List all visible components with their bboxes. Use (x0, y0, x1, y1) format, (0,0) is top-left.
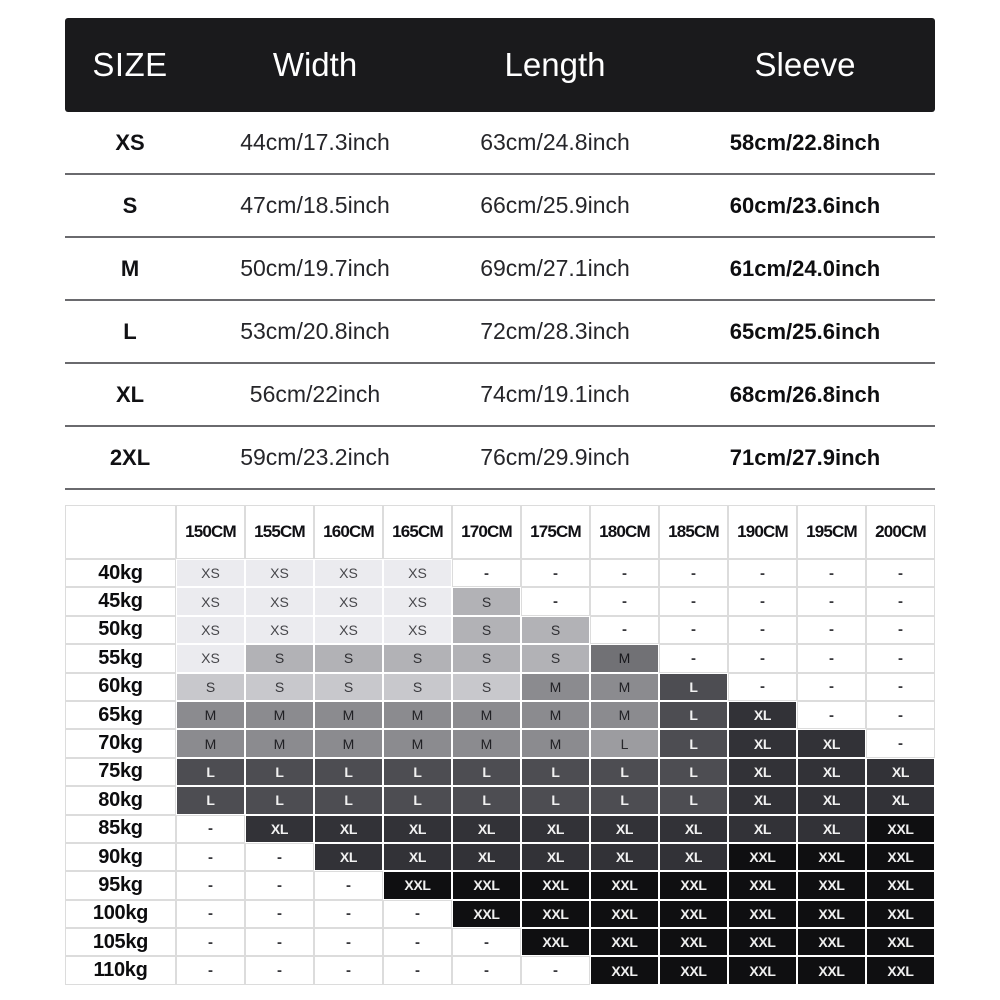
fit-cell: M (521, 729, 590, 757)
fit-cell: XL (728, 786, 797, 814)
weight-label-cell: 75kg (65, 758, 176, 786)
fit-cell: XS (314, 559, 383, 587)
fit-cell: M (176, 701, 245, 729)
weight-label-cell: 70kg (65, 729, 176, 757)
fit-cell: XL (797, 758, 866, 786)
fit-cell: - (245, 843, 314, 871)
size-table-row (65, 238, 935, 301)
fit-cell: - (314, 928, 383, 956)
width-column-header: Width (272, 46, 358, 83)
fit-cell: XL (314, 843, 383, 871)
fit-cell: XL (521, 815, 590, 843)
fit-cell: S (245, 673, 314, 701)
fit-cell: XXL (728, 956, 797, 984)
fit-cell: S (383, 673, 452, 701)
fit-cell: - (797, 673, 866, 701)
fit-cell: - (383, 900, 452, 928)
height-header-cell: 150CM (176, 505, 245, 559)
fit-cell: XXL (521, 900, 590, 928)
fit-cell: L (590, 729, 659, 757)
fit-cell: S (452, 616, 521, 644)
fit-cell: L (590, 758, 659, 786)
fit-cell: XS (383, 616, 452, 644)
length-cell: 69cm/27.1inch (480, 255, 630, 281)
fit-cell: XL (590, 843, 659, 871)
sleeve-column-header: Sleeve (754, 46, 856, 83)
fit-cell: - (866, 644, 935, 672)
fit-cell: - (314, 900, 383, 928)
fit-cell: - (245, 871, 314, 899)
fit-cell: XL (659, 815, 728, 843)
size-cell: L (123, 318, 137, 344)
fit-cell: XXL (797, 956, 866, 984)
width-cell: 59cm/23.2inch (240, 444, 390, 470)
length-cell: 74cm/19.1inch (480, 381, 630, 407)
fit-cell: - (728, 587, 797, 615)
fit-cell: M (452, 701, 521, 729)
fit-cell: XXL (590, 900, 659, 928)
weight-label-cell: 40kg (65, 559, 176, 587)
fit-cell: - (797, 587, 866, 615)
fit-cell: - (452, 559, 521, 587)
fit-cell: XL (797, 786, 866, 814)
fit-cell: XL (728, 815, 797, 843)
fit-cell: XL (866, 758, 935, 786)
fit-cell: - (590, 587, 659, 615)
fit-cell: XS (314, 587, 383, 615)
fit-cell: - (866, 729, 935, 757)
fit-cell: L (452, 758, 521, 786)
weight-label-cell: 85kg (65, 815, 176, 843)
weight-label-cell: 95kg (65, 871, 176, 899)
fit-cell: M (176, 729, 245, 757)
weight-label-cell: 110kg (65, 956, 176, 984)
fit-cell: XS (314, 616, 383, 644)
fit-cell: XXL (659, 900, 728, 928)
fit-cell: XXL (728, 900, 797, 928)
fit-cell: XXL (797, 871, 866, 899)
sleeve-cell: 71cm/27.9inch (729, 444, 881, 470)
fit-cell: - (866, 587, 935, 615)
sleeve-cell: 58cm/22.8inch (729, 129, 881, 155)
fit-cell: - (728, 616, 797, 644)
fit-cell: L (659, 673, 728, 701)
size-table-row (65, 301, 935, 364)
fit-cell: - (866, 673, 935, 701)
width-cell: 47cm/18.5inch (240, 192, 390, 218)
fit-cell: - (245, 900, 314, 928)
fit-cell: - (728, 644, 797, 672)
weight-label-cell: 105kg (65, 928, 176, 956)
fit-cell: L (659, 786, 728, 814)
fit-cell: XXL (797, 900, 866, 928)
size-table-row (65, 112, 935, 175)
fit-cell: - (176, 843, 245, 871)
fit-cell: XS (383, 559, 452, 587)
fit-cell: XXL (797, 928, 866, 956)
width-cell: 53cm/20.8inch (240, 318, 390, 344)
fit-cell: L (383, 786, 452, 814)
fit-cell: XL (797, 815, 866, 843)
fit-cell: XXL (866, 815, 935, 843)
fit-cell: - (245, 928, 314, 956)
fit-cell: - (521, 587, 590, 615)
fit-cell: XXL (659, 928, 728, 956)
fit-cell: L (383, 758, 452, 786)
fit-cell: - (797, 559, 866, 587)
fit-cell: S (452, 644, 521, 672)
fit-cell: - (452, 956, 521, 984)
fit-cell: - (452, 928, 521, 956)
fit-cell: - (176, 928, 245, 956)
fit-cell: S (383, 644, 452, 672)
fit-cell: - (590, 616, 659, 644)
fit-cell: XS (245, 587, 314, 615)
height-header-cell: 185CM (659, 505, 728, 559)
fit-cell: - (659, 587, 728, 615)
fit-cell: S (452, 587, 521, 615)
fit-cell: XXL (659, 956, 728, 984)
size-measurement-table (65, 18, 935, 490)
fit-cell: XS (383, 587, 452, 615)
fit-cell: - (245, 956, 314, 984)
fit-cell: XXL (452, 871, 521, 899)
fit-cell: - (314, 871, 383, 899)
fit-cell: L (521, 758, 590, 786)
fit-cell: - (176, 900, 245, 928)
width-cell: 56cm/22inch (249, 381, 381, 407)
fit-cell: S (176, 673, 245, 701)
length-cell: 63cm/24.8inch (480, 129, 630, 155)
fit-cell: XXL (383, 871, 452, 899)
fit-cell: - (728, 559, 797, 587)
weight-label-cell: 60kg (65, 673, 176, 701)
fit-cell: L (176, 758, 245, 786)
fit-cell: XL (383, 815, 452, 843)
fit-cell: M (314, 729, 383, 757)
height-weight-matrix (65, 505, 935, 985)
fit-cell: XL (797, 729, 866, 757)
fit-cell: - (383, 956, 452, 984)
size-table-row (65, 364, 935, 427)
fit-cell: XXL (797, 843, 866, 871)
fit-cell: XXL (590, 928, 659, 956)
fit-cell: - (176, 871, 245, 899)
height-header-cell: 170CM (452, 505, 521, 559)
fit-cell: M (383, 729, 452, 757)
fit-cell: M (245, 729, 314, 757)
fit-cell: XXL (521, 871, 590, 899)
size-cell: S (122, 192, 138, 218)
height-header-cell: 155CM (245, 505, 314, 559)
fit-cell: - (797, 644, 866, 672)
size-column-header: SIZE (92, 46, 168, 83)
sleeve-cell: 61cm/24.0inch (729, 255, 881, 281)
fit-cell: M (452, 729, 521, 757)
fit-cell: - (866, 616, 935, 644)
fit-cell: S (314, 673, 383, 701)
fit-cell: - (659, 616, 728, 644)
fit-cell: M (590, 673, 659, 701)
fit-cell: XS (245, 616, 314, 644)
fit-cell: XL (728, 701, 797, 729)
fit-cell: S (521, 644, 590, 672)
size-table-row (65, 175, 935, 238)
fit-cell: M (314, 701, 383, 729)
size-cell: XL (115, 381, 145, 407)
fit-cell: XXL (866, 928, 935, 956)
fit-cell: XS (245, 559, 314, 587)
fit-cell: M (245, 701, 314, 729)
fit-cell: XL (521, 843, 590, 871)
weight-label-cell: 45kg (65, 587, 176, 615)
size-cell: XS (115, 129, 145, 155)
fit-cell: XS (176, 644, 245, 672)
fit-cell: XL (590, 815, 659, 843)
height-header-cell: 165CM (383, 505, 452, 559)
height-header-cell: 160CM (314, 505, 383, 559)
fit-cell: S (521, 616, 590, 644)
fit-cell: M (383, 701, 452, 729)
fit-cell: M (590, 644, 659, 672)
fit-cell: XS (176, 587, 245, 615)
fit-cell: XL (314, 815, 383, 843)
fit-cell: - (797, 616, 866, 644)
weight-label-cell: 50kg (65, 616, 176, 644)
sleeve-cell: 68cm/26.8inch (729, 381, 881, 407)
fit-cell: L (314, 786, 383, 814)
sleeve-cell: 65cm/25.6inch (729, 318, 881, 344)
fit-cell: L (659, 729, 728, 757)
fit-cell: XXL (866, 900, 935, 928)
fit-cell: XXL (452, 900, 521, 928)
fit-cell: XXL (728, 843, 797, 871)
size-table-row (65, 427, 935, 490)
length-cell: 66cm/25.9inch (480, 192, 630, 218)
fit-cell: XXL (659, 871, 728, 899)
fit-cell: XL (452, 843, 521, 871)
fit-cell: - (866, 701, 935, 729)
fit-cell: S (452, 673, 521, 701)
fit-cell: - (797, 701, 866, 729)
weight-label-cell: 55kg (65, 644, 176, 672)
weight-label-cell: 90kg (65, 843, 176, 871)
size-table-header (65, 18, 935, 112)
fit-cell: XS (176, 616, 245, 644)
fit-cell: - (314, 956, 383, 984)
length-cell: 72cm/28.3inch (480, 318, 630, 344)
fit-cell: XL (728, 758, 797, 786)
height-header-cell: 190CM (728, 505, 797, 559)
fit-cell: - (521, 559, 590, 587)
fit-cell: S (314, 644, 383, 672)
fit-cell: XXL (590, 956, 659, 984)
fit-cell: XXL (728, 871, 797, 899)
height-header-cell: 200CM (866, 505, 935, 559)
fit-cell: M (521, 673, 590, 701)
height-header-cell: 175CM (521, 505, 590, 559)
fit-cell: XXL (866, 843, 935, 871)
fit-cell: XL (383, 843, 452, 871)
fit-cell: L (452, 786, 521, 814)
height-header-cell: 180CM (590, 505, 659, 559)
weight-label-cell: 100kg (65, 900, 176, 928)
fit-cell: XL (866, 786, 935, 814)
size-cell: M (120, 255, 140, 281)
fit-cell: - (659, 644, 728, 672)
fit-cell: - (521, 956, 590, 984)
fit-cell: L (521, 786, 590, 814)
fit-cell: S (245, 644, 314, 672)
weight-label-cell: 65kg (65, 701, 176, 729)
fit-cell: L (245, 758, 314, 786)
height-header-cell: 195CM (797, 505, 866, 559)
fit-cell: - (383, 928, 452, 956)
fit-cell: L (659, 758, 728, 786)
size-cell: 2XL (109, 444, 151, 470)
fit-cell: - (590, 559, 659, 587)
fit-cell: XXL (866, 871, 935, 899)
fit-cell: L (245, 786, 314, 814)
fit-cell: L (176, 786, 245, 814)
fit-cell: XL (452, 815, 521, 843)
matrix-corner-cell (65, 505, 176, 559)
fit-cell: - (176, 956, 245, 984)
fit-cell: - (866, 559, 935, 587)
width-cell: 44cm/17.3inch (240, 129, 390, 155)
fit-cell: - (659, 559, 728, 587)
fit-cell: XXL (521, 928, 590, 956)
fit-cell: L (314, 758, 383, 786)
fit-cell: L (659, 701, 728, 729)
fit-cell: XL (245, 815, 314, 843)
fit-cell: XXL (866, 956, 935, 984)
width-cell: 50cm/19.7inch (240, 255, 390, 281)
weight-label-cell: 80kg (65, 786, 176, 814)
fit-cell: M (521, 701, 590, 729)
fit-cell: - (176, 815, 245, 843)
fit-cell: XL (659, 843, 728, 871)
fit-cell: XXL (590, 871, 659, 899)
fit-cell: XS (176, 559, 245, 587)
sleeve-cell: 60cm/23.6inch (729, 192, 881, 218)
fit-cell: XL (728, 729, 797, 757)
fit-cell: M (590, 701, 659, 729)
fit-cell: L (590, 786, 659, 814)
fit-cell: XXL (728, 928, 797, 956)
size-table-body (65, 112, 935, 490)
fit-cell: - (728, 673, 797, 701)
length-cell: 76cm/29.9inch (480, 444, 630, 470)
length-column-header: Length (504, 46, 606, 83)
